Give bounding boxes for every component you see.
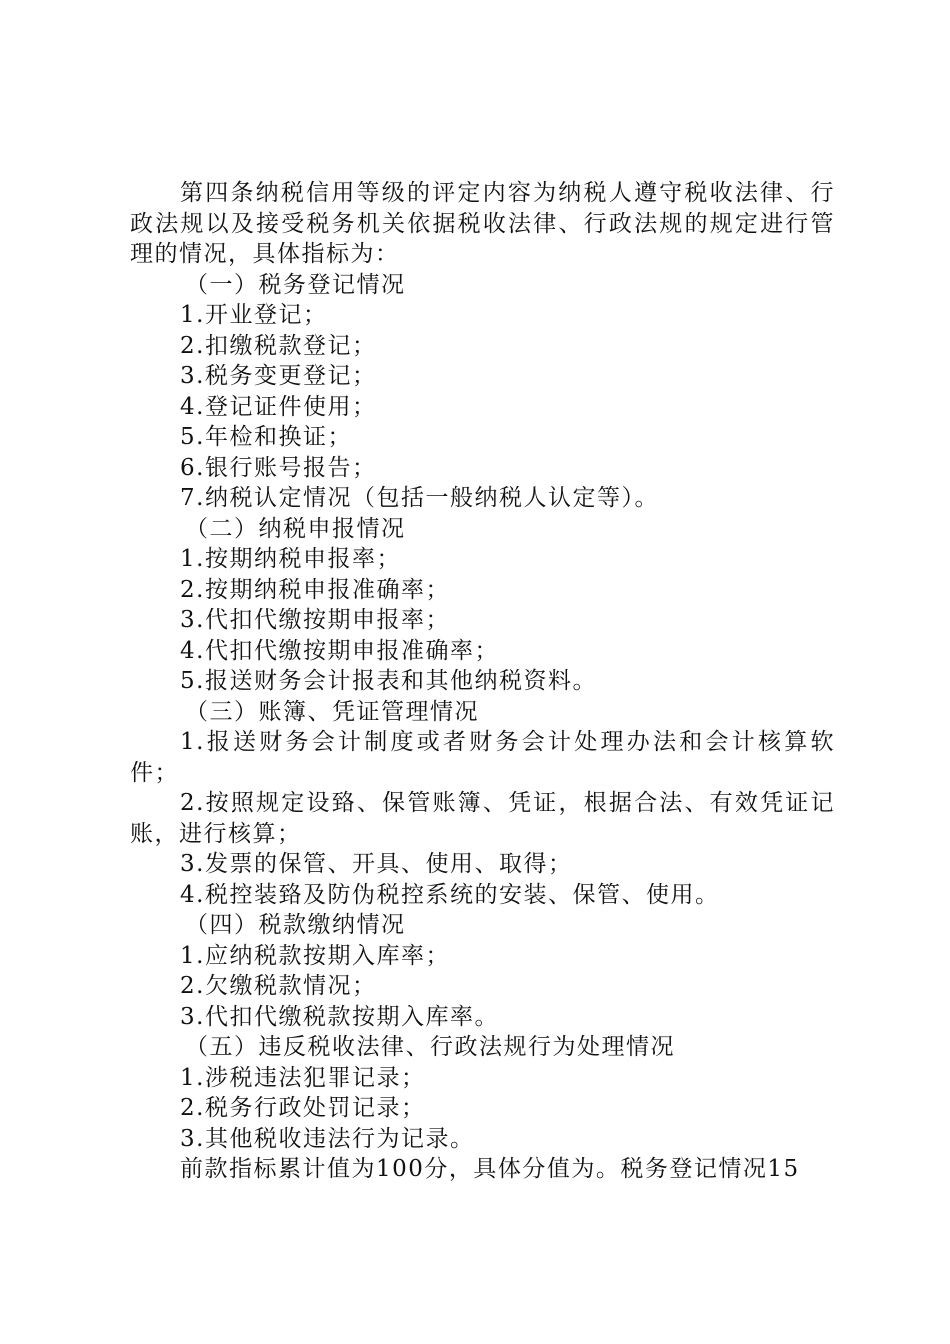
list-item: 3.代扣代缴按期申报率； [180, 607, 450, 633]
section-title-payment: （四）税款缴纳情况 [185, 912, 406, 938]
list-item: 2.税务行政处罚记录； [180, 1095, 426, 1121]
list-item: 2.扣缴税款登记； [180, 332, 377, 359]
list-item: 6.银行账号报告； [180, 454, 377, 481]
list-item: 4.登记证件使用； [180, 393, 377, 420]
list-item: 1.开业登记； [180, 302, 328, 328]
section-title-accounting: （三）账簿、凭证管理情况 [185, 698, 479, 725]
list-item: 3.代扣代缴税款按期入库率。 [180, 1003, 499, 1030]
intro-paragraph: 第四条纳税信用等级的评定内容为纳税人遵守税收法律、行政法规以及接受税务机关依据税收法律、行政法规的规定进行管理的情况，具体指标为： [130, 180, 835, 267]
list-item: 3.发票的保管、开具、使用、取得； [180, 851, 573, 877]
list-item: 1.按期纳税申报率； [180, 546, 401, 572]
list-item: 7.纳税认定情况（包括一般纳税人认定等）。 [180, 485, 659, 511]
closing-paragraph: 前款指标累计值为100分，具体分值为。税务登记情况15 [180, 1156, 800, 1182]
list-item: 1.应纳税款按期入库率； [180, 942, 450, 969]
section-title-registration: （一）税务登记情况 [185, 271, 406, 298]
list-item: 3.税务变更登记； [180, 363, 377, 389]
section-title-declaration: （二）纳税申报情况 [185, 515, 406, 542]
list-item: 2.按照规定设臵、保管账簿、凭证，根据合法、有效凭证记账，进行核算； [130, 790, 835, 847]
list-item: 1.报送财务会计制度或者财务会计处理办法和会计核算软件； [130, 729, 835, 786]
section-title-violations: （五）违反税收法律、行政法规行为处理情况 [185, 1034, 675, 1060]
list-item: 1.涉税违法犯罪记录； [180, 1064, 426, 1091]
list-item: 3.其他税收违法行为记录。 [180, 1125, 475, 1152]
list-item: 5.报送财务会计报表和其他纳税资料。 [180, 668, 597, 694]
list-item: 2.欠缴税款情况； [180, 973, 377, 999]
document-body [130, 178, 835, 1185]
list-item: 4.代扣代缴按期申报准确率； [180, 637, 499, 664]
list-item: 5.年检和换证； [180, 424, 352, 450]
list-item: 2.按期纳税申报准确率； [180, 576, 450, 603]
list-item: 4.税控装臵及防伪税控系统的安装、保管、使用。 [180, 881, 720, 908]
